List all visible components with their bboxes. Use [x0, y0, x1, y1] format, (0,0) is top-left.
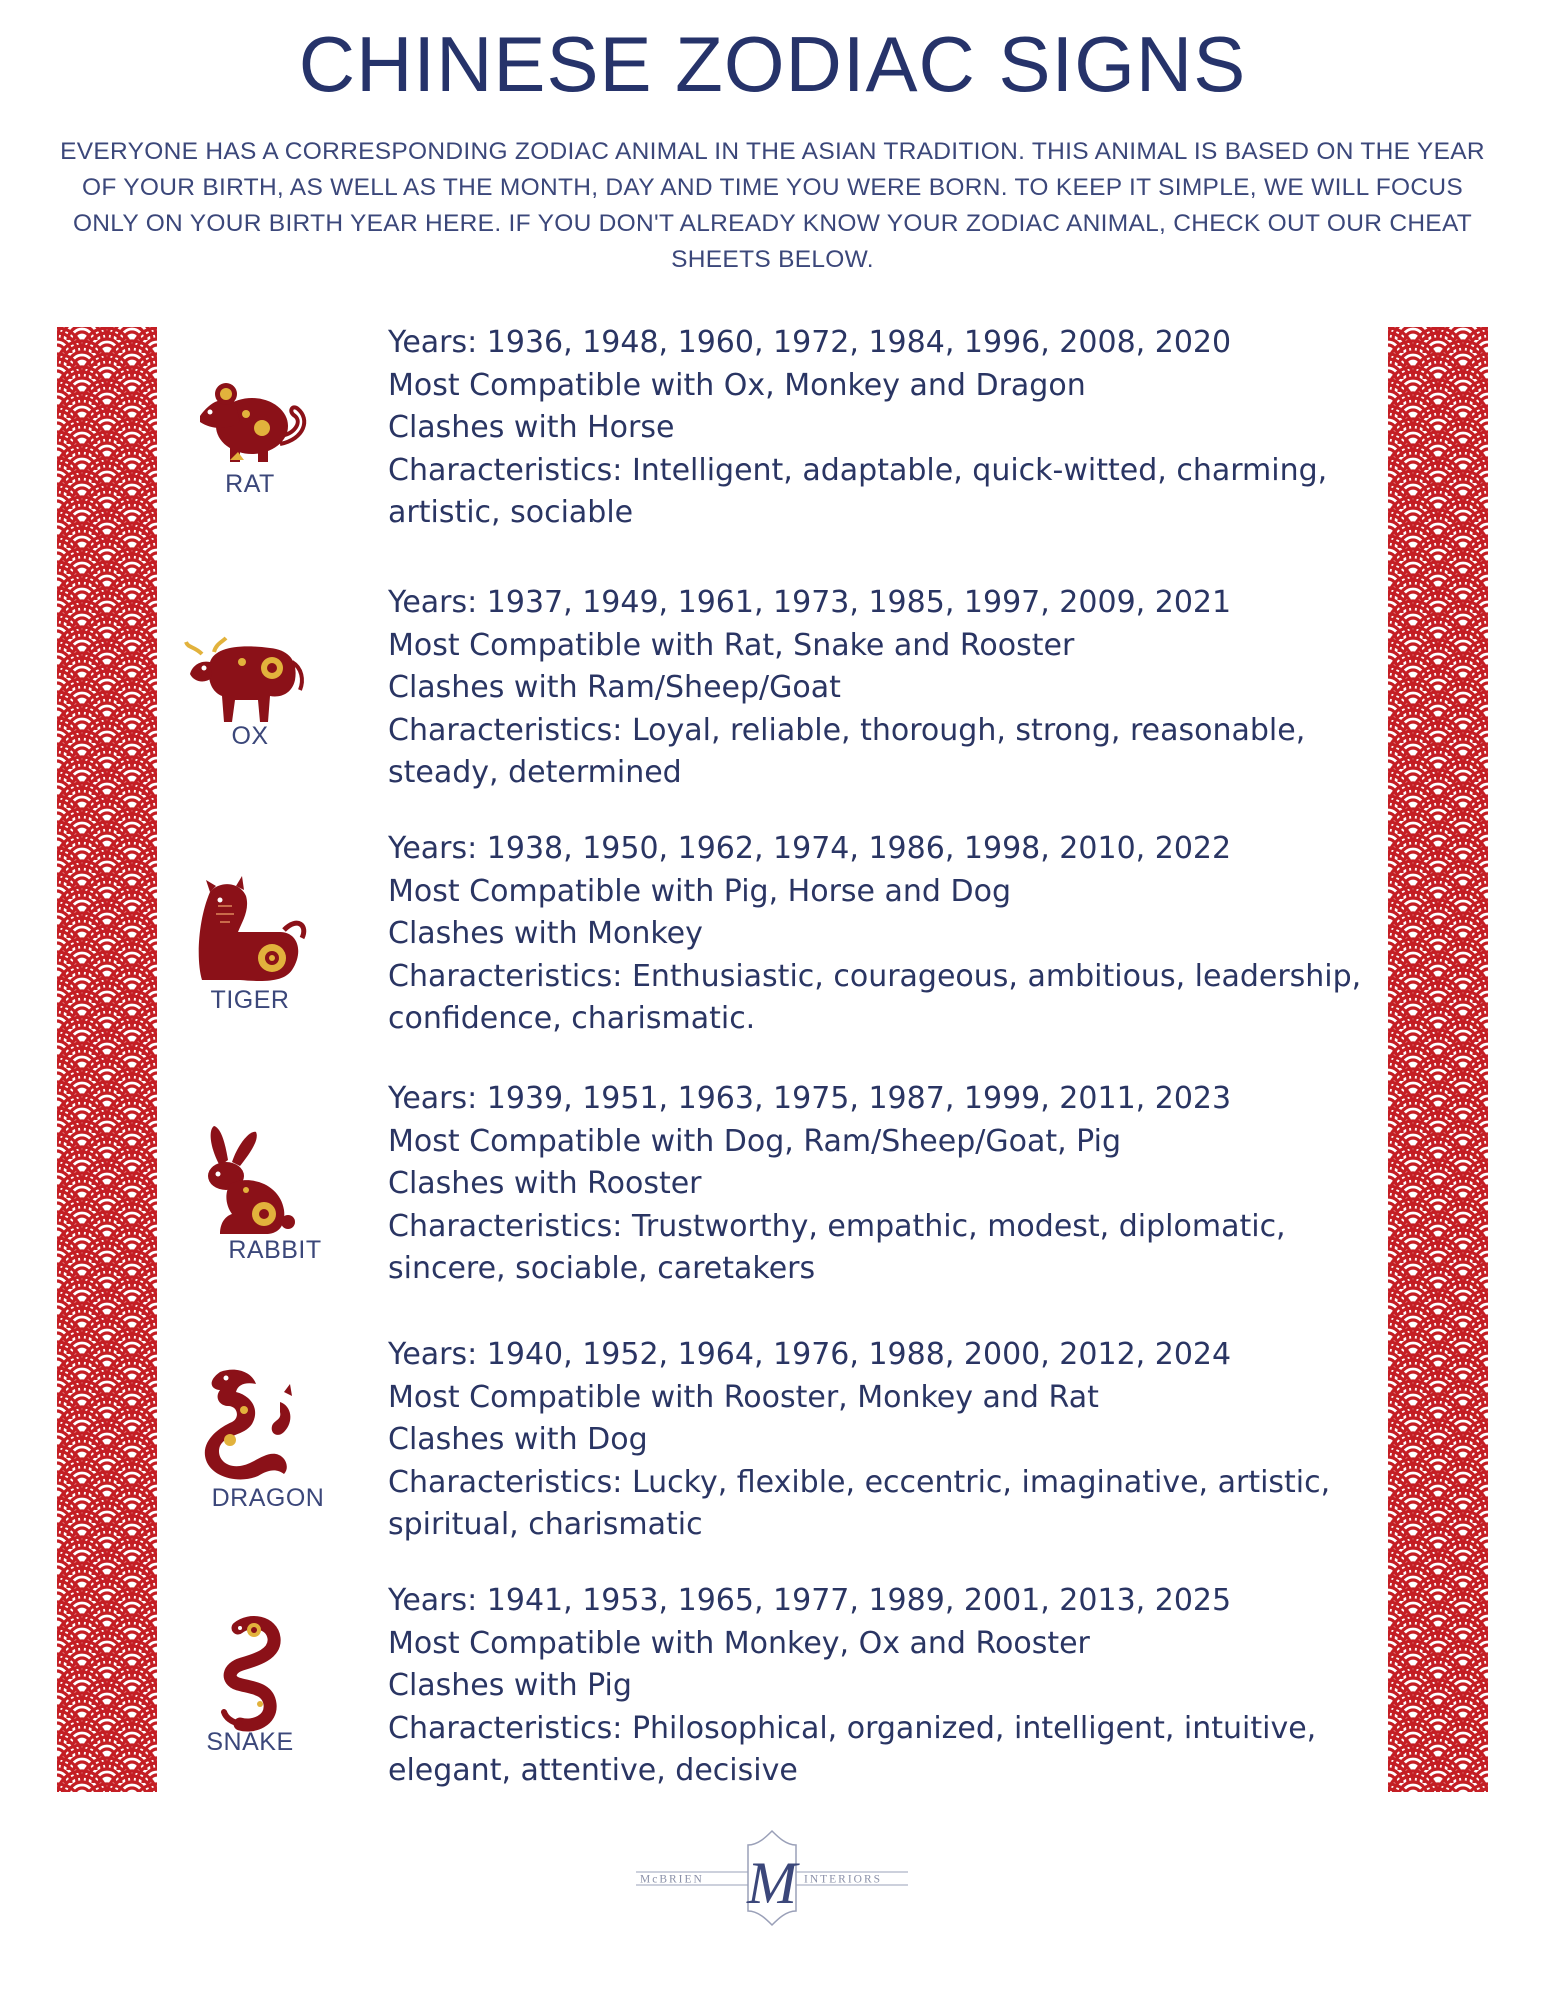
right-wave-border	[1388, 327, 1488, 1792]
compatible-line: Most Compatible with Rat, Snake and Rooster	[388, 627, 1075, 663]
sign-ox	[140, 582, 1370, 802]
animal-label: RABBIT	[228, 1236, 322, 1264]
rat-icon	[180, 364, 310, 484]
logo-left-text: McBRIEN	[640, 1873, 704, 1886]
clashes-line: Clashes with Monkey	[388, 916, 703, 951]
clashes-line: Clashes with Ram/Sheep/Goat	[388, 670, 841, 705]
years-line: Years: 1937, 1949, 1961, 1973, 1985, 1997, 2009, 2021	[388, 585, 1232, 620]
sign-rabbit	[140, 1078, 1370, 1298]
compatible-line: Most Compatible with Rooster, Monkey and Rat	[388, 1379, 1099, 1415]
characteristics-line: Characteristics: Enthusiastic, courageous, ambitious, leadership, confidence, charismatic.	[388, 958, 1362, 1036]
characteristics-line: Characteristics: Intelligent, adaptable, quick-witted, charming, artistic, sociable	[388, 452, 1328, 530]
clashes-line: Clashes with Dog	[388, 1422, 648, 1457]
clashes-line: Clashes with Horse	[388, 410, 675, 445]
animal-label: DRAGON	[211, 1484, 325, 1512]
years-line: Years: 1941, 1953, 1965, 1977, 1989, 2001, 2013, 2025	[388, 1583, 1232, 1618]
animal-label: TIGER	[210, 986, 290, 1014]
compatible-line: Most Compatible with Pig, Horse and Dog	[388, 873, 1011, 909]
rabbit-icon	[180, 1118, 310, 1248]
logo-monogram: M	[747, 1850, 797, 1916]
compatible-line: Most Compatible with Dog, Ram/Sheep/Goat, Pig	[388, 1123, 1121, 1159]
page-title: CHINESE ZODIAC SIGNS	[298, 20, 1247, 108]
animal-label: RAT	[225, 470, 275, 498]
sign-info	[388, 582, 1388, 795]
years-line: Years: 1939, 1951, 1963, 1975, 1987, 1999, 2011, 2023	[388, 1081, 1232, 1116]
animal-label: OX	[231, 722, 269, 750]
characteristics-line: Characteristics: Philosophical, organized, intelligent, intuitive, elegant, attentive, decisive	[388, 1710, 1317, 1788]
animal-label: SNAKE	[206, 1728, 294, 1756]
years-line: Years: 1938, 1950, 1962, 1974, 1986, 1998, 2010, 2022	[388, 831, 1232, 866]
compatible-line: Most Compatible with Monkey, Ox and Rooster	[388, 1625, 1090, 1661]
sign-info	[388, 1580, 1388, 1793]
logo-right-text: INTERIORS	[804, 1873, 883, 1886]
snake-icon	[180, 1608, 310, 1738]
intro-paragraph: EVERYONE HAS A CORRESPONDING ZODIAC ANIMAL IN THE ASIAN TRADITION. THIS ANIMAL IS BASED ON THE YEAR OF YOUR BIRTH, AS WELL AS THE MONTH, DAY AND TIME YOU WERE BORN. TO KEEP IT SIMPLE, WE WILL FOCUS ONLY ON YOUR BIRTH YEAR HERE. IF YOU DON'T ALREADY KNOW YOUR ZODIAC ANIMAL, CHECK OUT OUR CHEAT SHEETS BELOW.	[60, 138, 1485, 273]
compatible-line: Most Compatible with Ox, Monkey and Dragon	[388, 367, 1086, 403]
characteristics-line: Characteristics: Trustworthy, empathic, modest, diplomatic, sincere, sociable, caretakers	[388, 1208, 1286, 1286]
tiger-icon	[180, 870, 310, 1000]
sign-snake	[140, 1580, 1370, 1800]
characteristics-line: Characteristics: Loyal, reliable, thorough, strong, reasonable, steady, determined	[388, 712, 1306, 790]
clashes-line: Clashes with Rooster	[388, 1166, 702, 1201]
left-wave-border	[57, 327, 157, 1792]
clashes-line: Clashes with Pig	[388, 1668, 632, 1703]
company-logo	[636, 1825, 908, 1935]
sign-tiger	[140, 828, 1370, 1048]
years-line: Years: 1940, 1952, 1964, 1976, 1988, 2000, 2012, 2024	[388, 1337, 1232, 1372]
sign-dragon	[140, 1334, 1370, 1554]
characteristics-line: Characteristics: Lucky, flexible, eccentric, imaginative, artistic, spiritual, charismatic	[388, 1464, 1331, 1542]
sign-info	[388, 322, 1388, 535]
years-line: Years: 1936, 1948, 1960, 1972, 1984, 1996, 2008, 2020	[388, 325, 1232, 360]
sign-rat	[140, 322, 1370, 542]
dragon-icon	[180, 1362, 310, 1492]
sign-info	[388, 1078, 1388, 1291]
sign-info	[388, 1334, 1388, 1547]
sign-info	[388, 828, 1388, 1041]
